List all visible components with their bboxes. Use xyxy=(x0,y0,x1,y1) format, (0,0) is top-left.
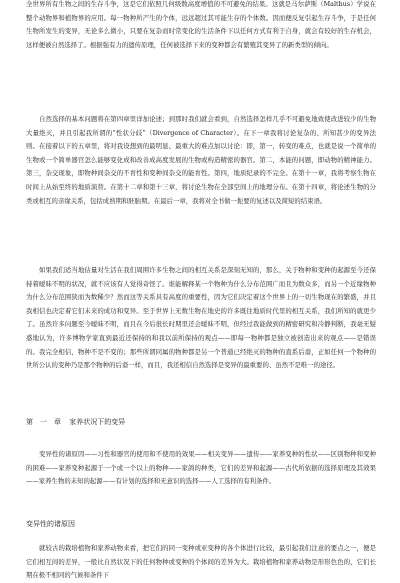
chapter-summary: 变异性的诸原因——习性和器官的使用和不使用的效果——相关变异——遗传——家养变种的性状——区别物种和变种的困难——家养变种起源于一个或一个以上的物种——家鸽的种类，它们的差异和起源——古代所依据的选择原理及其效果——家养生物的未知的起源——有计划的选择和无意识的选择——人工选择的有利条件。 xyxy=(26,450,376,486)
paragraph-2: 自然选择的基本问题将在第四章里详加论述；到那时我们就会看到，自然选择怎样几乎不可避免地致使改进较少的生物大量绝灭，并且引起我所谓的“性状分歧”（Divergence of Character）。在下一章我将讨论复杂的、所知甚少的变异法则。在接着以下的五章里，将对我设想到的最明显、最重大的难点加以讨论：即，第一，转变的难点，也就是说一个简单的生物或一个简单器官怎么能够变化成和改善成高度发展的生物或构造精密的器官。第二，本能的问题，即动物的精神能力。第三，杂交现象，即物种间杂交的不育性和变种间杂交的能育性。第四，地质纪录的不完全。在第十一章，我将考察生物在时间上从始至终的地质演替。在第十二章和第十三章，将讨论生物在全部空间上的地理分布。在第十四章，将论述生物的分类或相互的亲缘关系，包括成熟期和胚胎期。在最后一章，我将对全书做一扼要的复述以及简短的结束语。 xyxy=(26,115,376,205)
chapter-heading xyxy=(26,416,131,428)
paragraph-1: 全世界所有生物之间的生存斗争，这是它们依照几何级数高度增值的不可避免的结果。这就是马尔萨斯（Malthus）学说在整个动物界和植物界的应用。每一物种所产生的个体，远远超过其可能生存的个体数。因而便反复引起生存斗争，于是任何生物所发生的变异，无论多么微小，只要在复杂而时常变化的生活条件下以任何方式有利于自身，就会有较好的生存机会，这样便被自然选择了。根据强有力的遗传原理，任何被选择下来的变种都会有繁殖其变异了的新类型的倾向。 xyxy=(26,0,376,49)
subsection-title: 变异性的诸原因 xyxy=(26,520,75,528)
chapter-title: 家养状况下的变异 xyxy=(69,418,126,426)
paragraph-3: 如果我们适当地估量对生活在我们周围许多生物之间的相互关系是深刻无知的，那么，关于物种和变种的起源至今还保持着暧昧不明的状况，就不应该有人觉得奇怪了。谁能解释某一个物种为什么分布范围广而且为数众多，而另一个近缘物种为什么分布范围狭而为数稀少？然而这等关系具有高度的重要性，因为它们决定着这个世界上的一切生物现在的繁盛，并且我相信也决定着它们未来的成功和变异。至于世界上无数生物在地史的许多既往地质时代里的相互关系，我们所知的就更少了。虽然许多问题至今暧昧不明，而且在今后很长时期里还会暧昧不明，但经过我能做到的精密研究和冷静判断，我毫无疑惑地认为，许多博物学家直到最近还保持的和我以前所保持的观点——即每一物种都是独立被创造出来的观点——是错误的。我完全相信，物种不是不变的；那些所谓同属的物种都是另一个普通已经绝灭的物种的直系后裔，正如任何一个物种的世所公认的变种乃是那个物种的后裔一样，而且，我还相信自然选择是变异的最重要的、虽然不是唯一的途径。 xyxy=(26,266,376,370)
chapter-number: 第 一 章 xyxy=(26,418,61,426)
paragraph-4: 就较古的栽培植物和家养动物来看，把它们的同一变种或亚变种的各个体进行比较，最引起我们注意的要点之一，便是它们相互间的差异，一般比自然状况下的任何物种或变种的个体间的差异为大。栽培植物和家养动物是形形色色的，它们长期在极不相同的气候和条件下 xyxy=(26,544,376,580)
